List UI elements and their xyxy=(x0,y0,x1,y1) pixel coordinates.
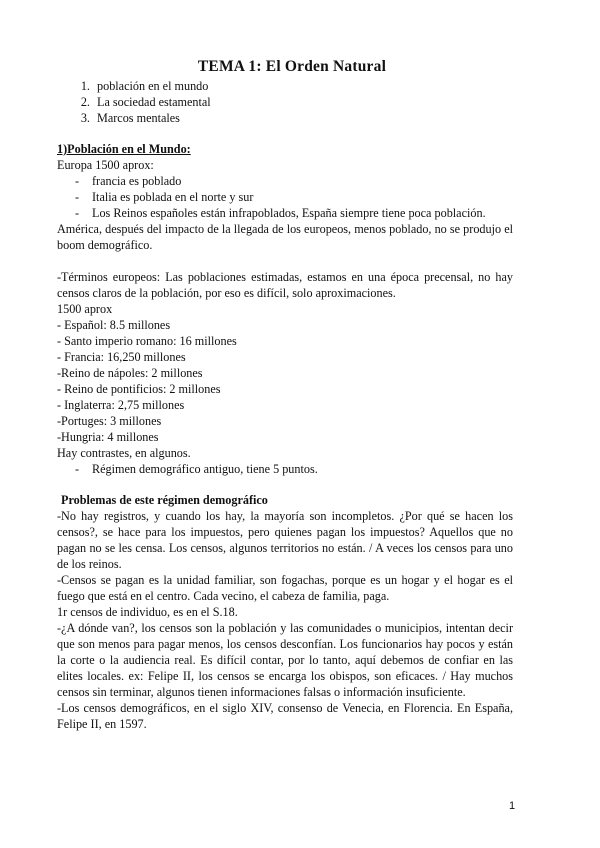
contrastes-text: Hay contrastes, en algunos. xyxy=(57,446,191,460)
population-item: - Inglaterra: 2,75 millones xyxy=(57,398,185,412)
list-item: - Los Reinos españoles están infrapoblados, España siempre tiene poca población. xyxy=(75,205,513,221)
regimen-list xyxy=(57,461,513,477)
table-of-contents xyxy=(57,78,513,126)
problem-paragraph: -No hay registros, y cuando los hay, la mayoría son incompletos. ¿Por qué se hacen los censos?, se hace para los impuestos, pero quienes pagan los impuestos? Aquellos que no pagan no se les censa. Los censos, algunos territorios no están. / A veces los censos para uno de los reinos. xyxy=(57,509,513,571)
page-number: 1 xyxy=(509,800,516,812)
document-content xyxy=(57,58,513,732)
problem-paragraph: 1r censos de individuo, es en el S.18. xyxy=(57,605,238,619)
population-list xyxy=(57,317,513,445)
population-item: -Reino de nápoles: 2 millones xyxy=(57,366,203,380)
population-item: - Francia: 16,250 millones xyxy=(57,350,186,364)
population-item: - Santo imperio romano: 16 millones xyxy=(57,334,237,348)
document-title: TEMA 1: El Orden Natural xyxy=(197,58,387,75)
population-item: - Reino de pontificios: 2 millones xyxy=(57,382,221,396)
list-item: - francia es poblado xyxy=(75,173,513,189)
terminos-paragraph: -Términos europeos: Las poblaciones estimadas, estamos en una época precensal, no hay censos claros de la población, por eso es difícil, solo aproximaciones. xyxy=(57,270,513,300)
approx-label: 1500 aprox xyxy=(57,302,113,316)
section-heading-poblacion: 1)Población en el Mundo: xyxy=(57,142,191,156)
population-item: -Portuges: 3 millones xyxy=(57,414,162,428)
population-item: -Hungria: 4 millones xyxy=(57,430,159,444)
toc-item: 1. población en el mundo xyxy=(93,78,513,94)
problem-paragraph: -Los censos demográficos, en el siglo XIV, consenso de Venecia, en Florencia. En España, Felipe II, en 1597. xyxy=(57,701,513,731)
problem-paragraph: -¿A dónde van?, los censos son la población y las comunidades o municipios, intentan decir que son menos para pagar menos, los censos desconfían. Los funcionarios hay pocos y están la corte o la audiencia real. Es difícil contar, por lo tanto, aquí debemos de confiar en las elites locales. ex: Felipe II, los censos se encarga los obispos, son eficaces. / Hay muchos censos sin terminar, algunos tienen informaciones falsas o información insuficiente. xyxy=(57,621,513,699)
america-paragraph: América, después del impacto de la llegada de los europeos, menos poblado, no se produjo el boom demográfico. xyxy=(57,222,513,252)
toc-item: 3. Marcos mentales xyxy=(93,110,513,126)
toc-item: 2. La sociedad estamental xyxy=(93,94,513,110)
intro-text: Europa 1500 aprox: xyxy=(57,158,154,172)
europe-bullet-list xyxy=(57,173,513,221)
section-heading-problemas: Problemas de este régimen demográfico xyxy=(61,493,268,507)
problem-paragraph: -Censos se pagan es la unidad familiar, son fogachas, porque es un hogar y el hogar es el fuego que está en el centro. Cada vecino, el cabeza de familia, paga. xyxy=(57,573,513,603)
list-item: - Régimen demográfico antiguo, tiene 5 puntos. xyxy=(75,461,513,477)
list-item: - Italia es poblada en el norte y sur xyxy=(75,189,513,205)
population-item: - Español: 8.5 millones xyxy=(57,318,171,332)
